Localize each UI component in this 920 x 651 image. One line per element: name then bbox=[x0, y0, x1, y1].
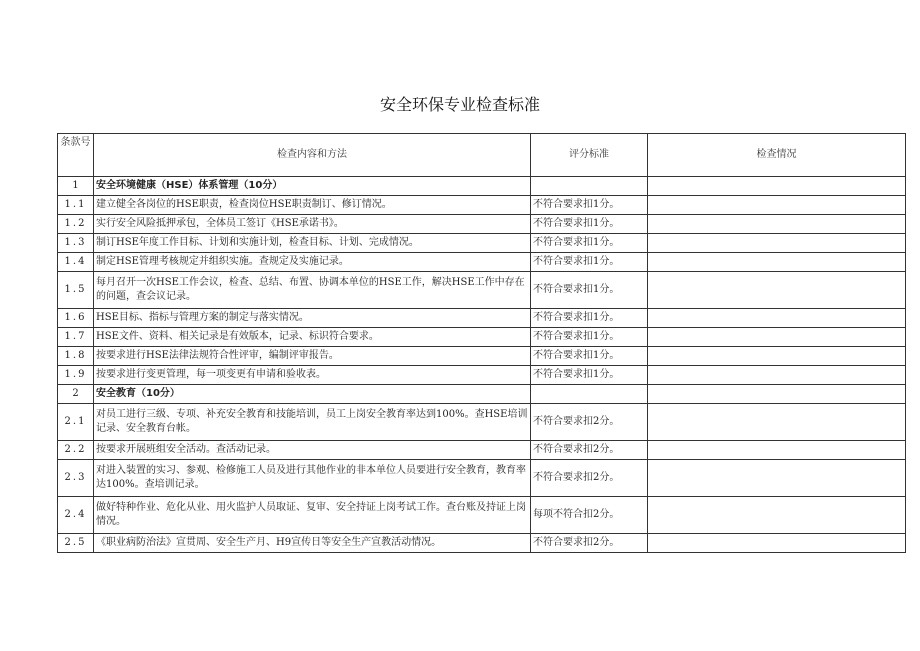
check-content: 每月召开一次HSE工作会议，检查、总结、布置、协调本单位的HSE工作，解决HSE工作中存在的问题，查会议记录。 bbox=[94, 272, 531, 309]
clause-number: 1.6 bbox=[58, 309, 94, 328]
section-number: 2 bbox=[58, 385, 94, 404]
table-row bbox=[58, 534, 906, 553]
check-content: 按要求开展班组安全活动。查活动记录。 bbox=[94, 441, 531, 460]
section-status-cell bbox=[648, 177, 906, 196]
section-title: 安全环境健康（HSE）体系管理（10分） bbox=[94, 177, 531, 196]
table-row bbox=[58, 309, 906, 328]
header-standard: 评分标准 bbox=[531, 134, 648, 177]
clause-number: 1.1 bbox=[58, 196, 94, 215]
check-content: 制定HSE管理考核规定并组织实施。查规定及实施记录。 bbox=[94, 253, 531, 272]
table-row bbox=[58, 215, 906, 234]
scoring-standard: 不符合要求扣1分。 bbox=[531, 253, 648, 272]
scoring-standard: 不符合要求扣1分。 bbox=[531, 366, 648, 385]
clause-number: 1.4 bbox=[58, 253, 94, 272]
scoring-standard: 不符合要求扣1分。 bbox=[531, 215, 648, 234]
section-standard-cell bbox=[531, 177, 648, 196]
check-content: 做好特种作业、危化从业、用火监护人员取证、复审、安全持证上岗考试工作。查台账及持证上岗情况。 bbox=[94, 497, 531, 534]
table-row bbox=[58, 196, 906, 215]
check-status bbox=[648, 253, 906, 272]
check-content: 制订HSE年度工作目标、计划和实施计划，检查目标、计划、完成情况。 bbox=[94, 234, 531, 253]
scoring-standard: 不符合要求扣1分。 bbox=[531, 309, 648, 328]
clause-number: 1.9 bbox=[58, 366, 94, 385]
scoring-standard: 不符合要求扣1分。 bbox=[531, 272, 648, 309]
clause-number: 1.2 bbox=[58, 215, 94, 234]
check-status bbox=[648, 347, 906, 366]
table-row bbox=[58, 441, 906, 460]
table-row bbox=[58, 272, 906, 309]
table-header-row bbox=[58, 134, 906, 177]
clause-number: 1.3 bbox=[58, 234, 94, 253]
check-content: 按要求进行变更管理，每一项变更有申请和验收表。 bbox=[94, 366, 531, 385]
check-status bbox=[648, 328, 906, 347]
section-status-cell bbox=[648, 385, 906, 404]
section-title: 安全教育（10分） bbox=[94, 385, 531, 404]
clause-number: 2.4 bbox=[58, 497, 94, 534]
scoring-standard: 不符合要求扣2分。 bbox=[531, 441, 648, 460]
check-content: HSE目标、指标与管理方案的制定与落实情况。 bbox=[94, 309, 531, 328]
check-status bbox=[648, 215, 906, 234]
check-status bbox=[648, 460, 906, 497]
scoring-standard: 不符合要求扣2分。 bbox=[531, 534, 648, 553]
check-status bbox=[648, 272, 906, 309]
table-row bbox=[58, 497, 906, 534]
scoring-standard: 不符合要求扣1分。 bbox=[531, 347, 648, 366]
check-status bbox=[648, 309, 906, 328]
check-status bbox=[648, 534, 906, 553]
check-status bbox=[648, 404, 906, 441]
check-content: 建立健全各岗位的HSE职责，检查岗位HSE职责制订、修订情况。 bbox=[94, 196, 531, 215]
section-standard-cell bbox=[531, 385, 648, 404]
table-row bbox=[58, 460, 906, 497]
table-row bbox=[58, 347, 906, 366]
section-row bbox=[58, 177, 906, 196]
header-clause-no: 条款号 bbox=[58, 134, 94, 177]
check-content: 《职业病防治法》宣贯周、安全生产月、H9宣传日等安全生产宣教活动情况。 bbox=[94, 534, 531, 553]
document-title: 安全环保专业检查标准 bbox=[379, 95, 540, 114]
check-status bbox=[648, 234, 906, 253]
scoring-standard: 每项不符合扣2分。 bbox=[531, 497, 648, 534]
table-row bbox=[58, 404, 906, 441]
check-status bbox=[648, 497, 906, 534]
check-content: 对进入装置的实习、参观、检修施工人员及进行其他作业的非本单位人员要进行安全教育，教育率达100%。查培训记录。 bbox=[94, 460, 531, 497]
scoring-standard: 不符合要求扣1分。 bbox=[531, 328, 648, 347]
section-number: 1 bbox=[58, 177, 94, 196]
clause-number: 1.8 bbox=[58, 347, 94, 366]
check-content: 实行安全风险抵押承包，全体员工签订《HSE承诺书》。 bbox=[94, 215, 531, 234]
scoring-standard: 不符合要求扣1分。 bbox=[531, 196, 648, 215]
clause-number: 2.1 bbox=[58, 404, 94, 441]
inspection-standard-table bbox=[57, 133, 906, 553]
check-status bbox=[648, 196, 906, 215]
clause-number: 2.2 bbox=[58, 441, 94, 460]
check-content: 按要求进行HSE法律法规符合性评审，编制评审报告。 bbox=[94, 347, 531, 366]
header-status: 检查情况 bbox=[648, 134, 906, 177]
table-row bbox=[58, 234, 906, 253]
clause-number: 2.3 bbox=[58, 460, 94, 497]
clause-number: 1.5 bbox=[58, 272, 94, 309]
clause-number: 1.7 bbox=[58, 328, 94, 347]
clause-number: 2.5 bbox=[58, 534, 94, 553]
table-row bbox=[58, 366, 906, 385]
check-content: HSE文件、资料、相关记录是有效版本，记录、标识符合要求。 bbox=[94, 328, 531, 347]
scoring-standard: 不符合要求扣2分。 bbox=[531, 460, 648, 497]
section-row bbox=[58, 385, 906, 404]
header-content: 检查内容和方法 bbox=[94, 134, 531, 177]
check-status bbox=[648, 366, 906, 385]
scoring-standard: 不符合要求扣1分。 bbox=[531, 234, 648, 253]
table-row bbox=[58, 253, 906, 272]
table-row bbox=[58, 328, 906, 347]
check-content: 对员工进行三级、专项、补充安全教育和技能培训，员工上岗安全教育率达到100%。查HSE培训记录、安全教育台帐。 bbox=[94, 404, 531, 441]
check-status bbox=[648, 441, 906, 460]
scoring-standard: 不符合要求扣2分。 bbox=[531, 404, 648, 441]
